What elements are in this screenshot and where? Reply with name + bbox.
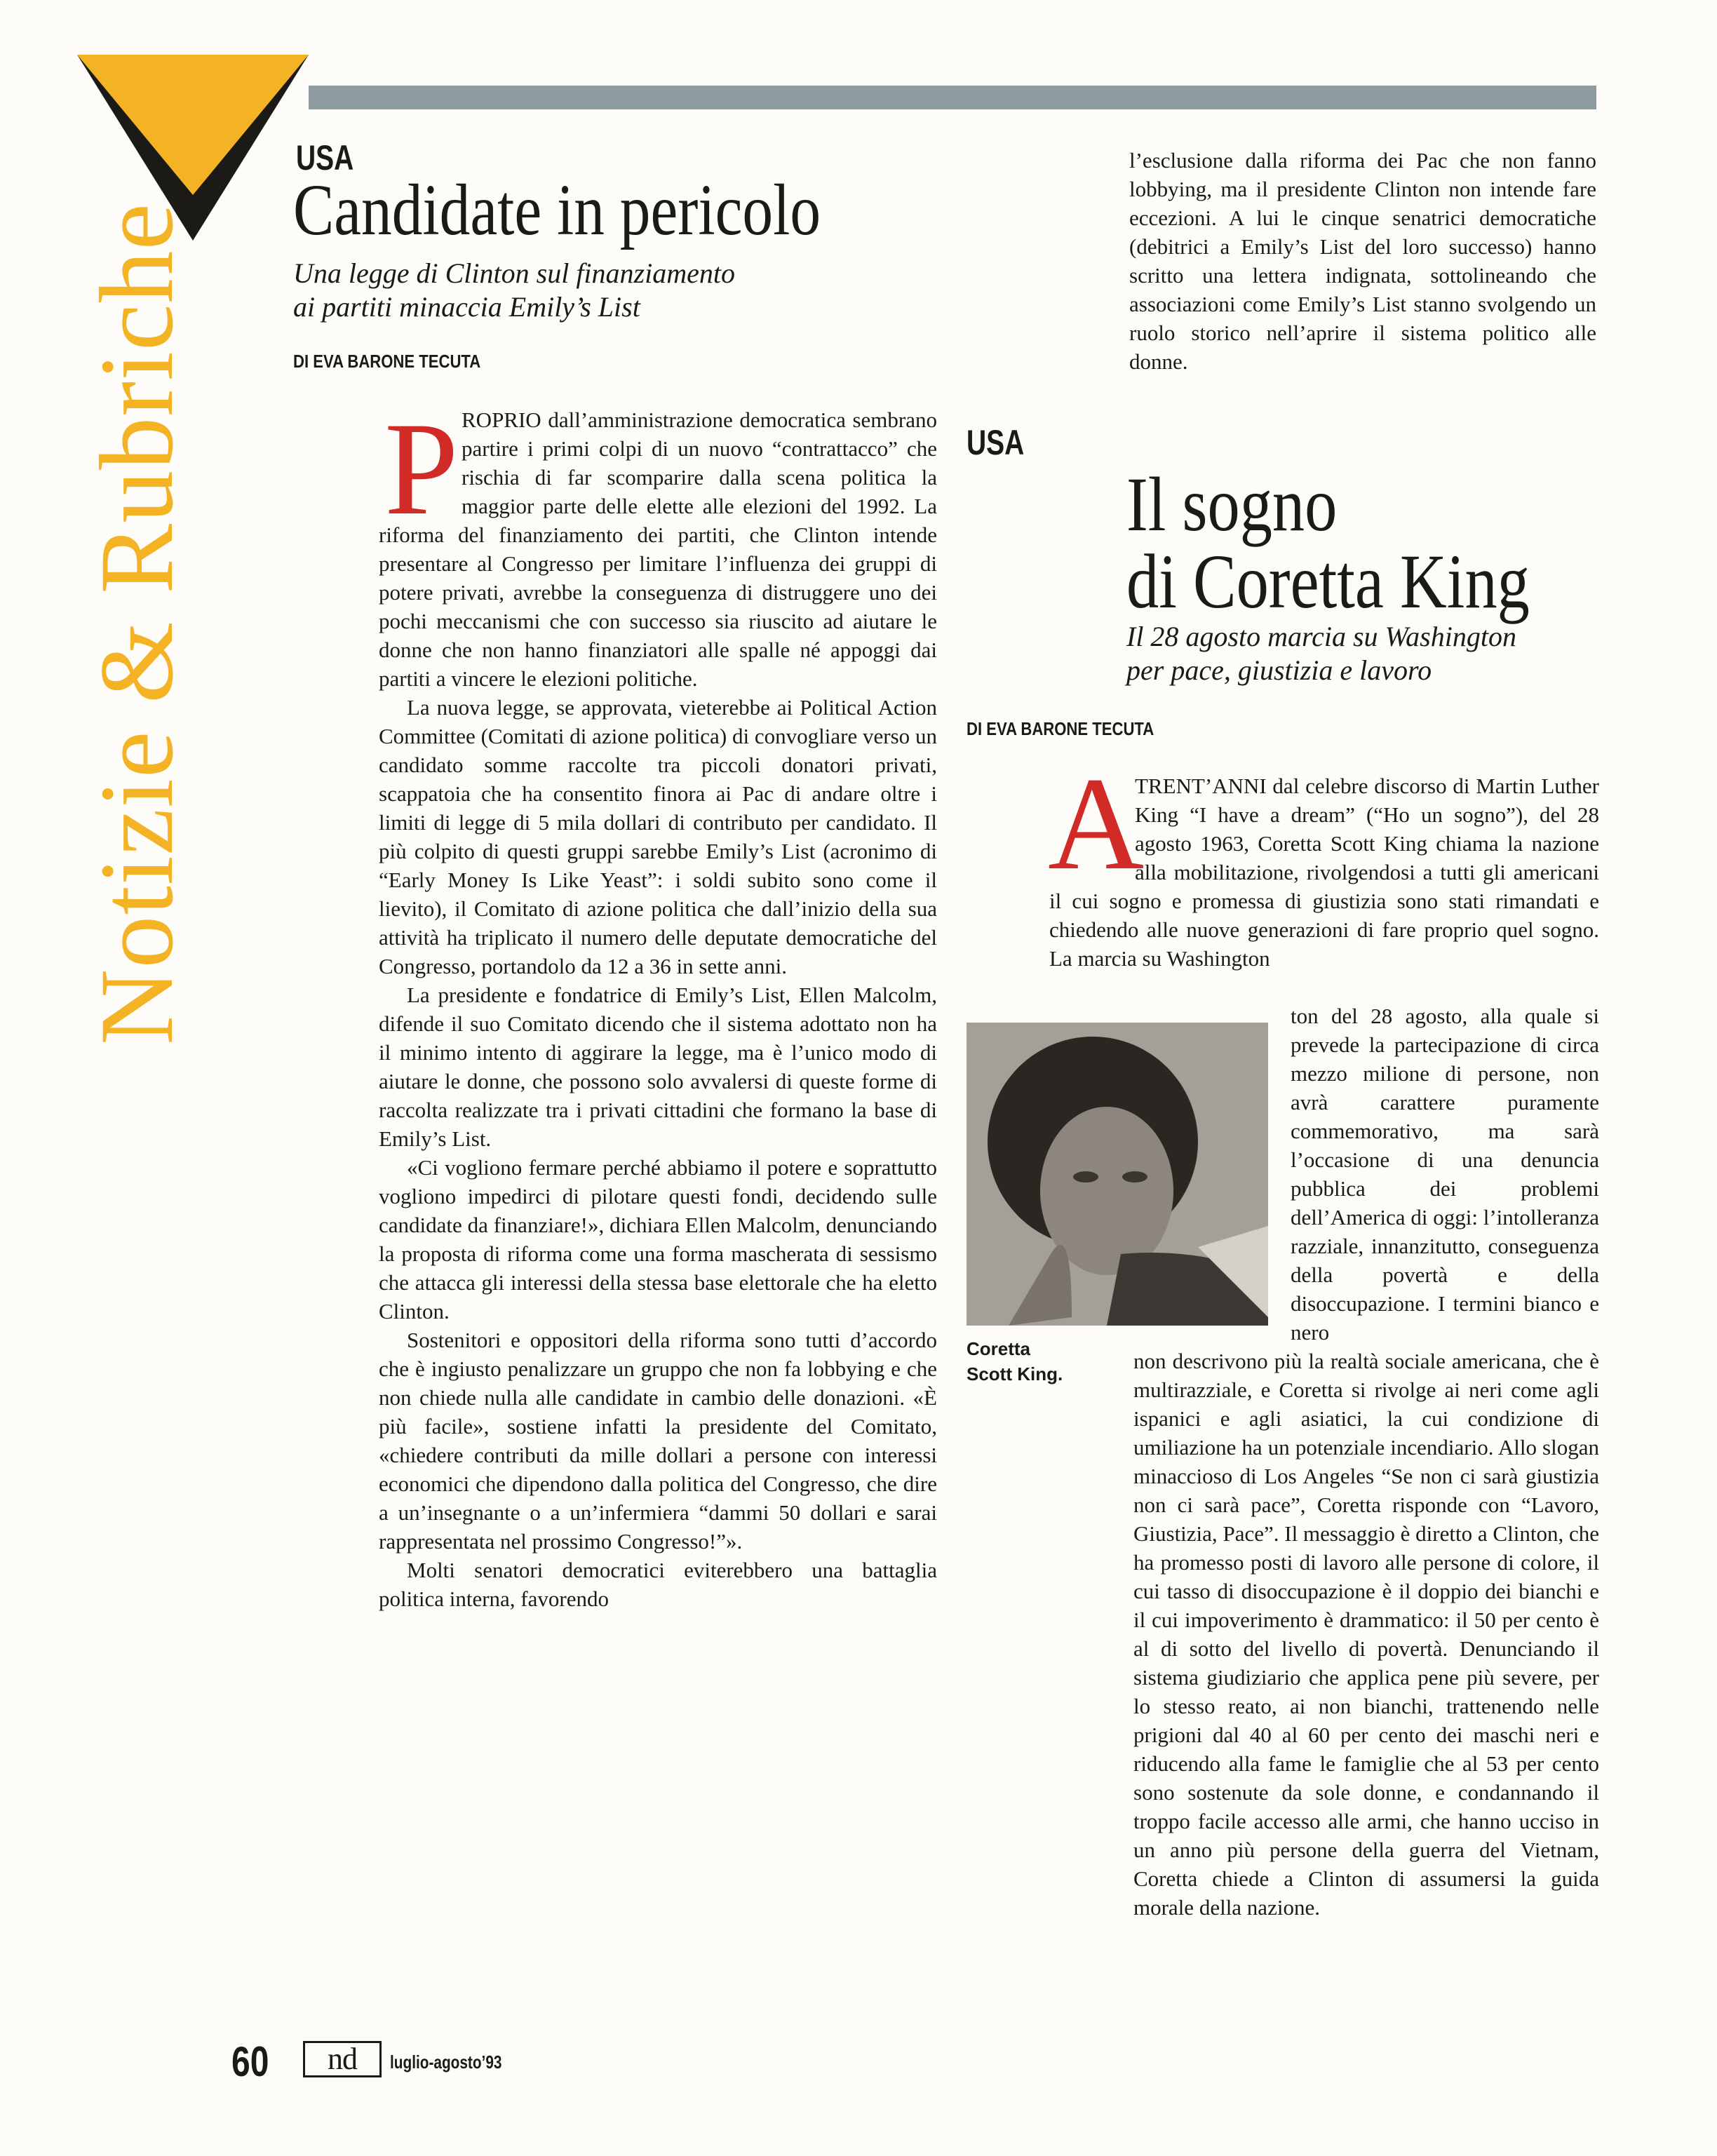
article1-subtitle: Una legge di Clinton sul finanziamento ai partiti minaccia Emily’s List [293, 257, 735, 323]
article2-dropcap: A [1048, 750, 1145, 898]
article2-intro: TRENT’ANNI dal celebre discorso di Martin Luther King “I have a dream” (“Ho un sogno”), del 28 agosto 1963, Coretta Scott King chiama la nazione alla mobilitazione, rivolgendosi a tutti gli americani il cui sogno e promessa di giustizia sono stati rimandati e chiedendo alle nuove generazioni di fare proprio quel sogno. La marcia su Washington [1049, 774, 1599, 971]
page-number: 60 [231, 2038, 269, 2085]
article2-byline: DI EVA BARONE TECUTA [967, 718, 1154, 739]
article1-byline: DI EVA BARONE TECUTA [293, 351, 481, 372]
article2-kicker: USA [967, 423, 1025, 462]
article2-subtitle: Il 28 agosto marcia su Washington per pace, giustizia e lavoro [1126, 621, 1516, 686]
issue-date: luglio-agosto’93 [390, 2051, 502, 2073]
paragraph: La presidente e fondatrice di Emily’s List, Ellen Malcolm, difende il suo Comitato dicendo che il sistema adottato non ha il minimo intento di aggirare la legge, ma è l’unico modo di aiutare le donne, che possono solo avvalersi di queste forme di raccolta realizzate tra i privati cittadini che formano la base di Emily’s List. [379, 983, 937, 1151]
article1-kicker: USA [296, 138, 354, 177]
portrait-photo [967, 1023, 1268, 1326]
paragraph: Sostenitori e oppositori della riforma sono tutti d’accordo che è ingiusto penalizzare un gruppo che non fa lobbying e che non chiede nulla alle candidate in cambio delle donazioni. «È più facile», sostiene infatti la presidente del Comitato, «chiedere contributi da mille dollari a persone con interessi economici che dipendono dalla politica del Congresso, che dire a un’insegnante o a un’infermiera “dammi 50 dollari e sarai rappresentata nel prossimo Congresso!”». [379, 1328, 937, 1554]
article2-title: Il sogno di Coretta King [1126, 461, 1530, 624]
paragraph: Molti senatori democratici eviterebbero una battaglia politica interna, favorendo [379, 1558, 937, 1611]
article1-continuation: l’esclusione dalla riforma dei Pac che non fanno lobbying, ma il presidente Clinton non intende fare eccezioni. A lui le cinque senatrici democratiche (debitrici a Emily’s List del loro successo) hanno scritto una lettera indignata, sottolineando che associazioni come Emily’s List stanno svolgendo un ruolo storico nell’aprire il sistema politico alle donne. [1129, 148, 1596, 374]
paragraph: La nuova legge, se approvata, vieterebbe ai Political Action Committee (Comitati di azione politica) di convogliare verso un candidato somme raccolte tra piccoli donatori privati, scappatoia che ha consentito finora ai Pac di andare oltre i limiti di legge di 5 mila dollari di contributo per candidato. Il più colpito di questi gruppi sarebbe Emily’s List (acronimo di “Early Money Is Like Yeast”: i soldi subito sono come il lievito), il Comitato di azione politica che dall’inizio della sua attività ha triplicato il numero delle deputate democratiche del Congresso, portandolo da 12 a 36 in sette anni. [379, 695, 937, 978]
photo-caption: Coretta Scott King. [967, 1338, 1063, 1384]
article1-dropcap: P [384, 396, 459, 543]
paragraph: ROPRIO dall’amministrazione democratica sembrano partire i primi colpi di un nuovo “contrattacco” che rischia di far scomparire dalla scena politica la maggior parte delle elette alle elezioni del 1992. La riforma del finanziamento dei partiti, che Clinton intende presentare al Congresso per limitare l’influenza dei gruppi di potere privati, avrebbe la conseguenza di distruggere uno dei pochi meccanismi che con successo sia riuscito ad aiutare le donne che non hanno finanziatori alle spalle né appoggi dai partiti a vincere le elezioni politiche. [379, 407, 937, 691]
article1-body [379, 396, 937, 1613]
magazine-logo: nd [303, 2041, 382, 2077]
article1-title: Candidate in pericolo [293, 170, 821, 250]
section-label: Notizie & Rubriche [79, 202, 195, 1045]
article2-beside-photo: ton del 28 agosto, alla quale si prevede la partecipazione di circa mezzo milione di persone, non avrà carattere puramente commemorativo, ma sarà l’occasione di una denuncia pubblica dei problemi dell’America di oggi: l’intolleranza razziale, innanzitutto, conseguenza della povertà e della disoccupazione. I termini bianco e nero [1291, 1004, 1599, 1345]
paragraph: «Ci vogliono fermare perché abbiamo il potere e soprattutto vogliono impedirci di pilotare questi fondi, decidendo sulle candidate da finanziare!», dichiara Ellen Malcolm, denunciando la proposta di riforma come una forma mascherata di sessismo che attacca gli interessi della stessa base elettorale che ha eletto Clinton. [379, 1155, 937, 1323]
header-bar [309, 86, 1596, 109]
article2-rest: non descrivono più la realtà sociale americana, che è multirazziale, e Coretta si rivolge ai neri come agli ispanici e agli asiatici, la cui condizione di umiliazione ha un potenziale incendiario. Allo slogan minaccioso di Los Angeles “Se non ci sarà giustizia non ci sarà pace”, Coretta risponde con “Lavoro, Giustizia, Pace”. Il messaggio è diretto a Clinton, che ha promesso posti di lavoro alle persone di colore, il cui tasso di disoccupazione è il doppio dei bianchi e il cui impoverimento è drammatico: il 50 per cento è al di sotto del livello di povertà. Denunciando il sistema giudiziario che applica pene più severe, per lo stesso reato, ai non bianchi, trattenendo nelle prigioni dal 40 al 60 per cento dei maschi neri e riducendo alla fame le famiglie che al 53 per cento sono sostenute da sole donne, e condannando il troppo facile accesso alle armi, che hanno ucciso in un anno più persone della guerra del Vietnam, Coretta chiede a Clinton di assumersi la guida morale della nazione. [1133, 1349, 1599, 1920]
